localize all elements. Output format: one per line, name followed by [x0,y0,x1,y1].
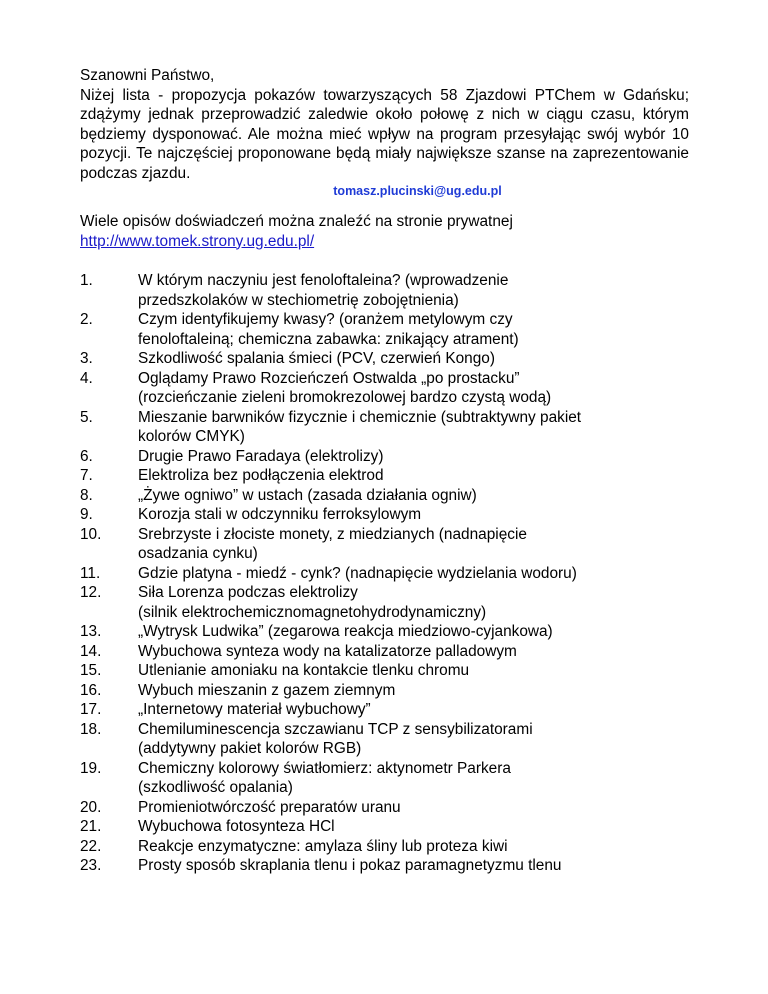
list-item [80,486,689,506]
list-item-text: Chemiczny kolorowy światłomierz: aktynometr Parkera [138,759,511,777]
list-item-number: 11. [80,564,101,582]
list-item [80,369,689,408]
list-item-text: Czym identyfikujemy kwasy? (oranżem metylowym czy [138,311,513,328]
list-item [80,408,689,447]
list-item-number: 13. [80,623,102,640]
list-item [80,564,689,584]
list-item-text-continuation: (silnik elektrochemicznomagnetohydrodynamiczny) [138,603,487,621]
list-item-text-continuation: (rozcieńczanie zieleni bromokrezolowej bardzo czystą wodą) [138,389,552,406]
list-item-text: „Żywe ogniwo” w ustach (zasada działania ogniw) [138,486,477,504]
list-item-text: Wybuchowa fotosynteza HCl [138,818,335,835]
list-item-number: 3. [80,350,93,367]
greeting: Szanowni Państwo, [80,67,215,84]
list-item [80,447,689,467]
list-item-number: 18. [80,720,102,738]
list-item [80,856,689,876]
list-item-number: 23. [80,857,102,874]
list-item-text: Gdzie platyna - miedź - cynk? (nadnapięcie wydzielania wodoru) [138,564,577,582]
list-item-text: Mieszanie barwników fizycznie i chemicznie (subtraktywny pakiet [138,408,582,426]
list-item-number: 20. [80,798,102,816]
list-item-number: 19. [80,759,102,777]
list-item-number: 17. [80,701,102,718]
list-item-text: Srebrzyste i złociste monety, z miedzianych (nadnapięcie [138,525,527,543]
list-item [80,622,689,642]
list-item-text: Oglądamy Prawo Rozcieńczeń Ostwalda „po prostacku” [138,369,520,387]
list-item [80,349,689,369]
list-item-number: 12. [80,584,102,601]
website-text: Wiele opisów doświadczeń można znaleźć na stronie prywatnej [80,213,513,230]
list-item-number: 2. [80,311,93,328]
list-item-text-continuation: osadzania cynku) [138,545,258,562]
list-item-text: Szkodliwość spalania śmieci (PCV, czerwień Kongo) [138,350,495,367]
list-item-text: Wybuch mieszanin z gazem ziemnym [138,681,396,699]
list-item-text: Wybuchowa synteza wody na katalizatorze palladowym [138,642,517,660]
website-link[interactable]: http://www.tomek.strony.ug.edu.pl/ [80,232,315,250]
list-item [80,505,689,525]
list-item [80,583,689,622]
list-item-text: Prosty sposób skraplania tlenu i pokaz paramagnetyzmu tlenu [138,857,562,874]
list-item [80,525,689,564]
demo-list [80,271,689,876]
list-item [80,642,689,662]
list-item-number: 7. [80,467,93,484]
list-item [80,681,689,701]
list-item-number: 10. [80,525,102,543]
list-item [80,700,689,720]
list-item-text: Promieniotwórczość preparatów uranu [138,798,401,816]
list-item-text-continuation: (addytywny pakiet kolorów RGB) [138,740,362,757]
list-item [80,720,689,759]
list-item-number: 5. [80,408,93,426]
list-item-text-continuation: fenoloftaleiną; chemiczna zabawka: znikający atrament) [138,330,519,348]
list-item [80,466,689,486]
list-item-text: Siła Lorenza podczas elektrolizy [138,584,358,601]
list-item [80,798,689,818]
list-item-text-continuation: przedszkolaków w stechiometrię zobojętnienia) [138,291,459,309]
list-item-text: Reakcje enzymatyczne: amylaza śliny lub proteza kiwi [138,837,508,855]
list-item-number: 9. [80,506,93,523]
list-item-text: W którym naczyniu jest fenoloftaleina? (wprowadzenie [138,272,509,289]
list-item [80,837,689,857]
list-item [80,817,689,837]
list-item-text: Elektroliza bez podłączenia elektrod [138,467,384,484]
email-link[interactable]: tomasz.plucinski@ug.edu.pl [333,184,502,198]
list-item [80,271,689,310]
website-paragraph [80,212,689,251]
list-item-number: 6. [80,447,93,465]
list-item-number: 8. [80,486,93,504]
list-item-number: 21. [80,818,102,835]
list-item-number: 22. [80,837,102,855]
list-item-text: „Wytrysk Ludwika” (zegarowa reakcja miedziowo-cyjankowa) [138,623,553,640]
list-item-number: 4. [80,369,93,387]
list-item-text: Korozja stali w odczynniku ferroksylowym [138,506,422,523]
document-page [80,66,689,876]
intro-paragraph: Niżej lista - propozycja pokazów towarzyszących 58 Zjazdowi PTChem w Gdańsku; zdążymy jednak przeprowadzić zaledwie około połowę z nich w ciągu czasu, którym będziemy dysponować. Ale można mieć wpływ na program przesyłając swój wybór 10 pozycji. Te najczęściej proponowane będą miały największe szanse na zaprezentowanie podczas zjazdu. [80,86,689,182]
list-item-number: 1. [80,272,93,289]
list-item-text-continuation: (szkodliwość opalania) [138,779,293,796]
list-item-text: Chemiluminescencja szczawianu TCP z sensybilizatorami [138,720,533,738]
list-item-number: 16. [80,681,102,699]
list-item-text: Utlenianie amoniaku na kontakcie tlenku chromu [138,662,470,679]
list-item-text-continuation: kolorów CMYK) [138,428,245,445]
list-item-number: 14. [80,642,102,660]
email-line [80,183,689,200]
list-item-text: Drugie Prawo Faradaya (elektrolizy) [138,447,384,465]
list-item [80,661,689,681]
list-item [80,310,689,349]
list-item-number: 15. [80,662,102,679]
list-item-text: „Internetowy materiał wybuchowy” [138,701,371,718]
list-item [80,759,689,798]
